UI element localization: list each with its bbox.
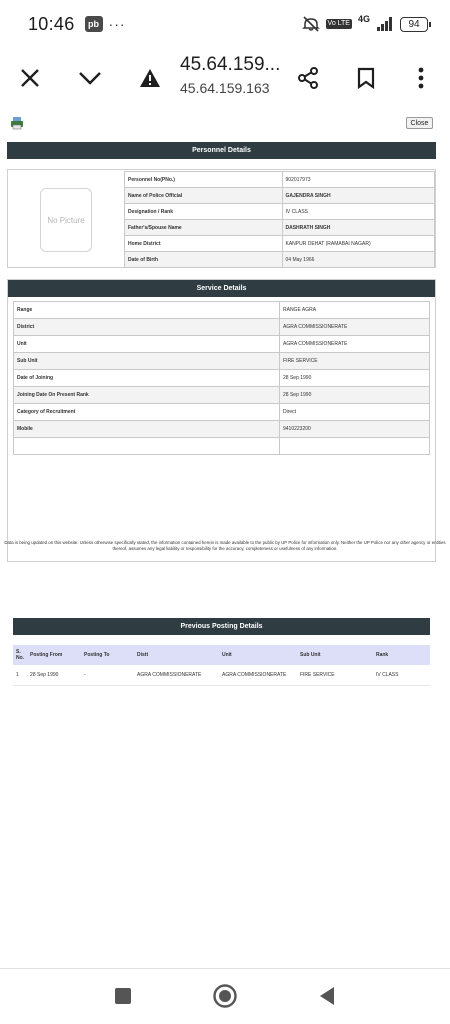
- field-value: RANGE AGRA: [280, 302, 430, 319]
- field-value: [280, 438, 430, 455]
- close-tab-icon[interactable]: [10, 58, 50, 98]
- table-row: [125, 204, 435, 220]
- column-header: Posting From: [27, 645, 81, 665]
- disclaimer-text: Data is being updated on this website. Unless otherwise specifically stated, the information contained herein is made available to the public by UP Police for information only. Neither the UP Police nor any other agency or entities thereof, assumes any legal liability or responsibility for the accuracy, completeness or usefulness of any information.: [4, 540, 446, 551]
- cell: 28 Sep 1990: [27, 665, 81, 685]
- field-value: IV CLASS: [282, 204, 435, 220]
- more-options-icon[interactable]: [401, 58, 441, 98]
- table-row: [125, 220, 435, 236]
- cell: AGRA COMMISSIONERATE: [219, 665, 297, 685]
- table-row: [14, 336, 430, 353]
- field-value: Direct: [280, 404, 430, 421]
- table-row: [14, 302, 430, 319]
- service-table: [13, 301, 430, 455]
- back-icon[interactable]: [312, 981, 342, 1011]
- volte-icon: Vo LTE: [327, 20, 350, 27]
- field-label: Name of Police Official: [125, 188, 283, 204]
- personnel-details-panel: [7, 169, 436, 268]
- field-value: 28 Sep 1990: [280, 370, 430, 387]
- share-icon[interactable]: [288, 58, 328, 98]
- field-label: Designation / Rank: [125, 204, 283, 220]
- field-value: FIRE SERVICE: [280, 353, 430, 370]
- system-nav-bar: [0, 969, 450, 1024]
- field-label: Range: [14, 302, 280, 319]
- field-value: GAJENDRA SINGH: [282, 188, 435, 204]
- url-text: 45.64.159.163: [180, 80, 270, 96]
- table-row: [14, 353, 430, 370]
- table-row: [14, 421, 430, 438]
- url-bar[interactable]: [180, 54, 295, 96]
- column-header: Sub Unit: [297, 645, 373, 665]
- service-details-panel: [7, 279, 436, 678]
- column-header: Posting To: [81, 645, 134, 665]
- cell: IV CLASS: [373, 665, 430, 685]
- table-row: [14, 387, 430, 404]
- table-row: [14, 319, 430, 336]
- column-header: Rank: [373, 645, 430, 665]
- column-header: Distt: [134, 645, 219, 665]
- app-notification-icon: pb: [85, 16, 103, 32]
- url-title: 45.64.159...: [180, 54, 281, 75]
- chevron-down-icon[interactable]: [70, 58, 110, 98]
- field-label: Sub Unit: [14, 353, 280, 370]
- warning-icon[interactable]: [130, 58, 170, 98]
- cell: 1: [13, 665, 27, 685]
- table-row: [14, 370, 430, 387]
- browser-toolbar: [0, 48, 450, 108]
- field-label: Home District: [125, 236, 283, 252]
- field-value: DASHRATH SINGH: [282, 220, 435, 236]
- status-time: 10:46: [28, 13, 75, 34]
- service-details-header: Service Details: [8, 280, 435, 297]
- previous-posting-header: Previous Posting Details: [13, 618, 430, 635]
- signal-icon: [376, 17, 394, 31]
- field-value: AGRA COMMISSIONERATE: [280, 319, 430, 336]
- personnel-table: [124, 171, 435, 268]
- field-label: [14, 438, 280, 455]
- table-row: [125, 236, 435, 252]
- table-row: [125, 252, 435, 268]
- field-label: Date of Birth: [125, 252, 283, 268]
- table-row: [14, 438, 430, 455]
- personnel-details-header: Personnel Details: [7, 142, 436, 159]
- field-label: Father's/Spouse Name: [125, 220, 283, 236]
- cell: -: [81, 665, 134, 685]
- cell: AGRA COMMISSIONERATE: [134, 665, 219, 685]
- status-bar: [0, 0, 450, 48]
- field-label: Category of Recruitment: [14, 404, 280, 421]
- column-header: S. No.: [13, 645, 27, 665]
- field-label: Joining Date On Present Rank: [14, 387, 280, 404]
- cell: FIRE SERVICE: [297, 665, 373, 685]
- field-label: District: [14, 319, 280, 336]
- status-icons: [302, 16, 428, 32]
- column-header: Unit: [219, 645, 297, 665]
- more-notifications-icon: ···: [108, 16, 126, 32]
- bookmark-icon[interactable]: [346, 58, 386, 98]
- field-label: Date of Joining: [14, 370, 280, 387]
- field-label: Unit: [14, 336, 280, 353]
- home-icon[interactable]: [210, 981, 240, 1011]
- field-value: 04 May 1966: [282, 252, 435, 268]
- field-label: Personnel No(PNo.): [125, 172, 283, 188]
- recents-icon[interactable]: [108, 981, 138, 1011]
- network-type-label: 4G: [357, 14, 370, 24]
- posting-header-row: [13, 645, 430, 665]
- mute-icon: [302, 16, 320, 32]
- field-value: 9410223200: [280, 421, 430, 438]
- battery-icon: 94: [400, 17, 428, 32]
- field-value: 902017973: [282, 172, 435, 188]
- field-value: 28 Sep 1990: [280, 387, 430, 404]
- table-row: [125, 188, 435, 204]
- table-row: [125, 172, 435, 188]
- field-value: KANPUR DEHAT (RAMABAI NAGAR): [282, 236, 435, 252]
- table-row: [13, 665, 430, 685]
- posting-table: [13, 645, 430, 686]
- print-icon[interactable]: [10, 116, 24, 130]
- table-row: [14, 404, 430, 421]
- photo-placeholder: No Picture: [40, 188, 92, 252]
- field-label: Mobile: [14, 421, 280, 438]
- field-value: AGRA COMMISSIONERATE: [280, 336, 430, 353]
- close-button[interactable]: Close: [406, 117, 433, 129]
